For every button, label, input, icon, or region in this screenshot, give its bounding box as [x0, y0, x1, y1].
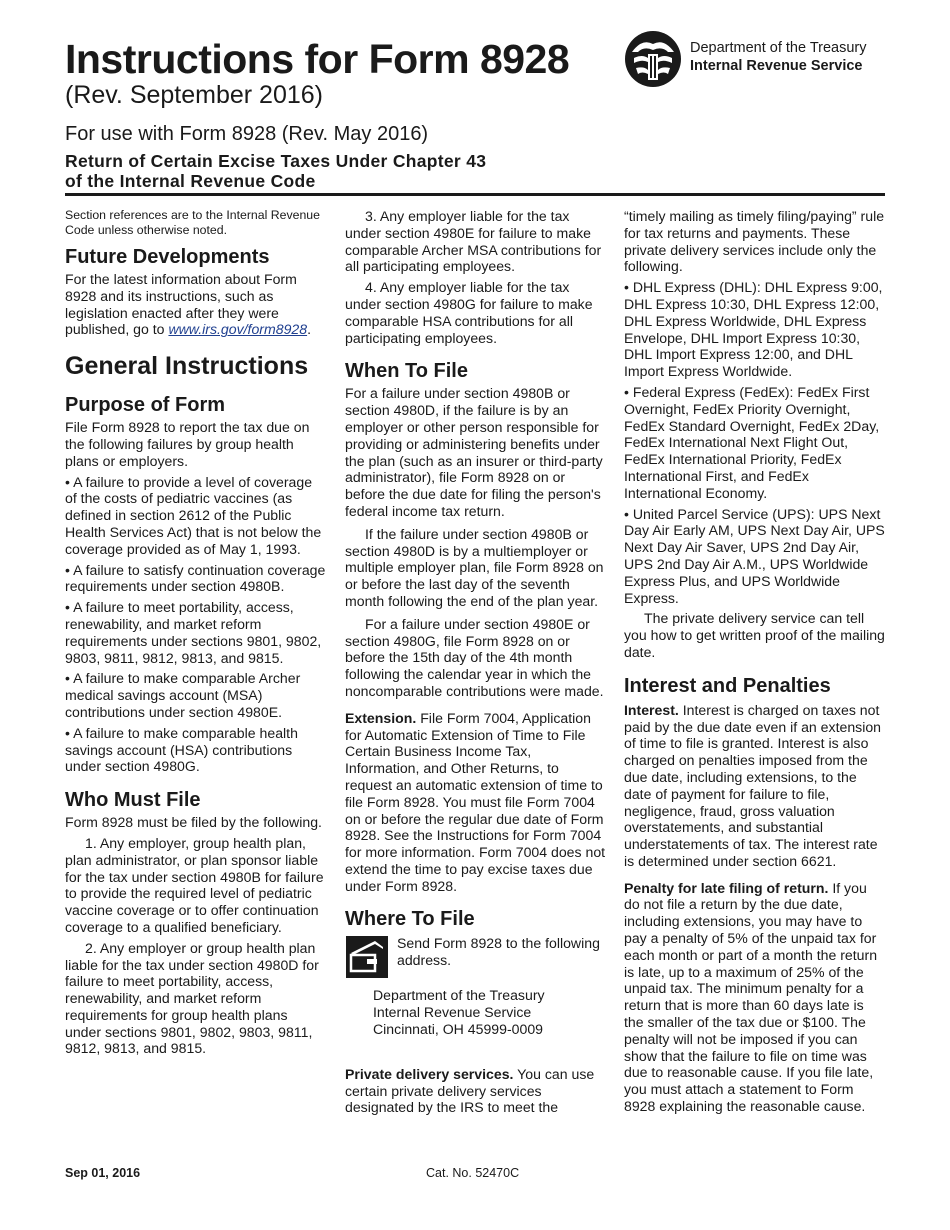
column-3 [624, 208, 886, 1119]
send-instruction: Send Form 8928 to the following address. [397, 935, 600, 969]
who-must-file-text: Form 8928 must be filed by the following. [65, 814, 322, 831]
future-developments-heading: Future Developments [65, 246, 270, 268]
interest-penalties-heading: Interest and Penalties [624, 674, 831, 697]
document-title: Instructions for Form 8928 [65, 36, 570, 82]
where-to-file-heading: Where To File [345, 908, 475, 931]
who-must-file-heading: Who Must File [65, 789, 201, 812]
purpose-text: File Form 8928 to report the tax due on the following failures by group health plans or employers. [65, 419, 310, 469]
header-rule [65, 193, 885, 196]
extension-paragraph: Extension. File Form 7004, Application for Automatic Extension of Time to File Certain Business Income Tax, Information, and Other Returns, to request an automatic extension of time to file Form 8928. You must file Form 7004 on or before the regular due date of Form 8928. See the Instructions for Form 7004 for more information. Form 7004 does not extend the time to pay excise taxes due under Form 8928. [345, 709, 606, 894]
irs-eagle-logo-icon [622, 30, 684, 88]
subtitle-line-1: Return of Certain Excise Taxes Under Chapter 43 [65, 151, 487, 171]
mailing-address [373, 987, 607, 1037]
future-developments-text: For the latest information about Form 8928 and its instructions, such as legislation enacted after they were published, go to www.irs.gov/form8928. [65, 271, 312, 338]
general-instructions-heading: General Instructions [65, 352, 309, 381]
private-delivery-proof: The private delivery service can tell you how to get written proof of the mailing date. [624, 610, 885, 660]
purpose-bullet: • A failure to meet portability, access, renewability, and market reform requirements under sections 9801, 9802, 9803, 9811, 9812, 9813, and 9815. [65, 599, 322, 666]
agency-line-2: Internal Revenue Service [690, 58, 863, 74]
delivery-service-bullet: • DHL Express (DHL): DHL Express 9:00, DHL Express 10:30, DHL Express 12:00, DHL Express Worldwide, DHL Express Envelope, DHL Import Express 10:30, DHL Import Express 12:00, and DHL Import Express Worldwide. [624, 279, 883, 380]
column-1 [65, 208, 327, 1061]
document-subtitle [65, 151, 486, 191]
when-to-file-p3: For a failure under section 4980E or section 4980G, file Form 8928 on or before the 15th day of the 4th month following the calendar year in which the noncomparable contributions were made. [345, 615, 604, 699]
private-delivery-continued: “timely mailing as timely filing/paying” rule for tax returns and payments. These private delivery services include only the following. [624, 208, 885, 275]
footer-cat-no: Cat. No. 52470C [426, 1166, 520, 1180]
interest-paragraph: Interest. Interest is charged on taxes not paid by the due date even if an extension of time to file is granted. Interest is also charged on penalties imposed from the due date, including extensions, to the date of payment for failure to file, negligence, fraud, gross valuation overstatements, and substantial understatements of tax. The interest rate is determined under section 6621. [624, 701, 882, 869]
mailbox-icon [345, 935, 389, 979]
filer-item-1: 1. Any employer, group health plan, plan administrator, or plan sponsor liable for the tax under section 4980B for failure to provide the required level of pediatric vaccine coverage or to offer continuation coverage to a qualified beneficiary. [65, 834, 324, 935]
address-line-2: Internal Revenue Service [373, 1004, 532, 1021]
address-line-1: Department of the Treasury [373, 987, 545, 1004]
penalty-paragraph: Penalty for late filing of return. If you do not file a return by the due date, including extensions, you may have to pay a penalty of 5% of the unpaid tax for each month or part of a month the return is late, up to a maximum of 25% of the unpaid tax. The minimum penalty for a return that is more than 60 days late is the smaller of the tax due or $100. The penalty will not be imposed if you can show that the failure to file on time was due to reasonable cause. If you file late, you must attach a statement to Form 8928 explaining the reasonable cause. [624, 879, 878, 1115]
address-line-3: Cincinnati, OH 45999-0009 [373, 1021, 544, 1038]
purpose-bullet: • A failure to satisfy continuation coverage requirements under section 4980B. [65, 561, 326, 595]
purpose-bullet: • A failure to provide a level of coverage of the costs of pediatric vaccines (as defined in section 2612 of the Public Health Services Act) that is not below the coverage provided as of May 1, 1993. [65, 473, 322, 557]
filer-item-4: 4. Any employer liable for the tax under section 4980G for failure to make comparable HSA contributions for all participating employees. [345, 279, 593, 346]
filer-item-2: 2. Any employer or group health plan liable for the tax under section 4980D for failure to meet portability, access, renewability, and market reform requirements for group health plans under sections 9801, 9802, 9803, 9811, 9812, 9813, and 9815. [65, 939, 319, 1057]
when-to-file-p1: For a failure under section 4980B or section 4980D, if the failure is by an employer or other person responsible for providing or administering benefits under the plan (such as an insurer or third-party administrator), file Form 8928 on or before the due date for filing the person's federal income tax return. [345, 385, 603, 519]
delivery-service-bullet: • United Parcel Service (UPS): UPS Next Day Air Early AM, UPS Next Day Air, UPS Next Day Air Saver, UPS 2nd Day Air, UPS 2nd Day Air A.M., UPS Worldwide Express Plus, and UPS Worldwide Express. [624, 505, 885, 606]
footer-date: Sep 01, 2016 [65, 1166, 141, 1180]
subtitle-line-2: of the Internal Revenue Code [65, 171, 316, 191]
when-to-file-p2: If the failure under section 4980B or section 4980D is by a multiemployer or multiple employer plan, file Form 8928 on or before the last day of the seventh month following the end of the plan year. [345, 525, 604, 609]
when-to-file-heading: When To File [345, 360, 468, 383]
mail-instruction [345, 935, 607, 979]
revision-date: (Rev. September 2016) [65, 81, 323, 109]
delivery-service-bullet: • Federal Express (FedEx): FedEx First Overnight, FedEx Priority Overnight, FedEx Standard Overnight, FedEx 2Day, FedEx International Next Flight Out, FedEx International Priority, FedEx International First, and FedEx International Economy. [624, 383, 880, 501]
agency-line-1: Department of the Treasury [690, 40, 867, 56]
private-delivery-paragraph: Private delivery services. You can use certain private delivery services designated by the IRS to meet the [345, 1065, 595, 1116]
irs-form-link[interactable]: www.irs.gov/form8928 [168, 321, 308, 338]
for-use-line: For use with Form 8928 (Rev. May 2016) [65, 123, 429, 145]
purpose-bullet: • A failure to make comparable Archer medical savings account (MSA) contributions under section 4980E. [65, 670, 301, 720]
purpose-bullet: • A failure to make comparable health savings account (HSA) contributions under section 4980G. [65, 724, 298, 775]
filer-item-3: 3. Any employer liable for the tax under section 4980E for failure to make comparable Archer MSA contributions for all participating employees. [345, 208, 602, 275]
agency-block [690, 39, 867, 75]
section-references-note: Section references are to the Internal Revenue Code unless otherwise noted. [65, 208, 320, 237]
column-2 [345, 208, 607, 1120]
purpose-heading: Purpose of Form [65, 394, 226, 417]
